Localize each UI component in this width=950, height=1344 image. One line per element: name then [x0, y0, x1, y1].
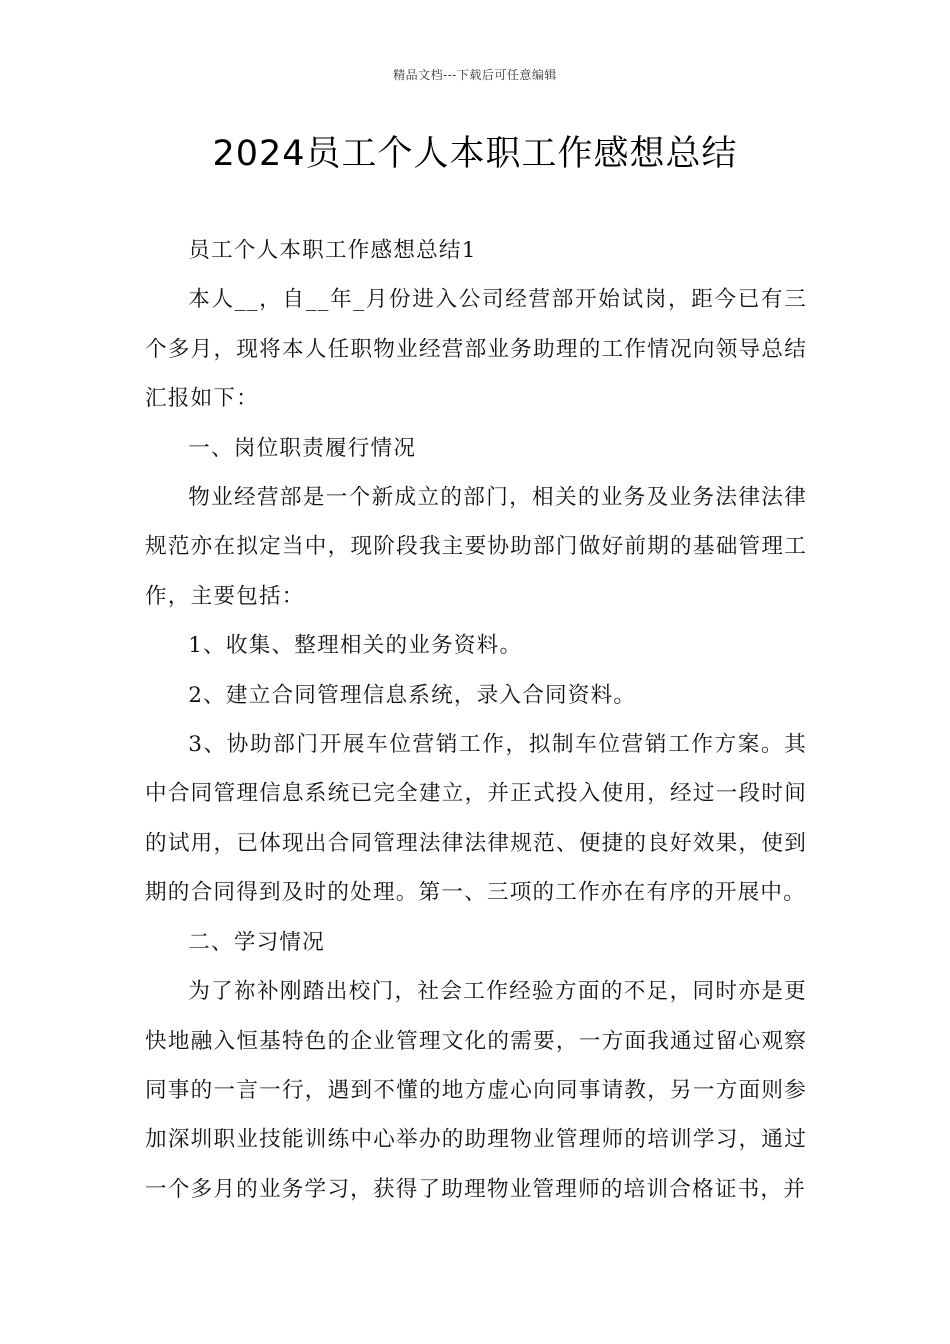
paragraph: 本人__，自__年_月份进入公司经营部开始试岗，距今已有三个多月，现将本人任职物业经营部业务助理的工作情况向领导总结汇报如下：	[145, 287, 807, 412]
paragraph: 物业经营部是一个新成立的部门，相关的业务及业务法律法律规范亦在拟定当中，现阶段我主要协助部门做好前期的基础管理工作，主要包括：	[145, 485, 807, 609]
list-item: 1、收集、整理相关的业务资料。	[188, 633, 523, 659]
paragraph: 为了祢补刚踏出校门，社会工作经验方面的不足，同时亦是更快地融入恒基特色的企业管理文化的需要，一方面我通过留心观察同事的一言一行，遇到不懂的地方虚心向同事请教，另一方面则参加深圳职业技能训练中心举办的助理物业管理师的培训学习，通过一个多月的业务学习，获得了助理物业管理师的培训合格证书，并	[145, 979, 807, 1202]
document-title: 2024员工个人本职工作感想总结	[212, 134, 738, 174]
section-heading: 一、岗位职责履行情况	[188, 435, 417, 461]
list-item: 3、协助部门开展车位营销工作，拟制车位营销工作方案。其中合同管理信息系统已完全建立，并正式投入使用，经过一段时间的试用，已体现出合同管理法律法律规范、便捷的良好效果，使到期的合同得到及时的处理。第一、三项的工作亦在有序的开展中。	[145, 732, 807, 906]
header-note: 精品文档---下载后可任意编辑	[393, 68, 557, 82]
document-body	[145, 226, 807, 1214]
paragraph-subtitle: 员工个人本职工作感想总结1	[188, 238, 477, 263]
section-heading: 二、学习情况	[188, 929, 325, 955]
list-item: 2、建立合同管理信息系统，录入合同资料。	[188, 682, 637, 708]
